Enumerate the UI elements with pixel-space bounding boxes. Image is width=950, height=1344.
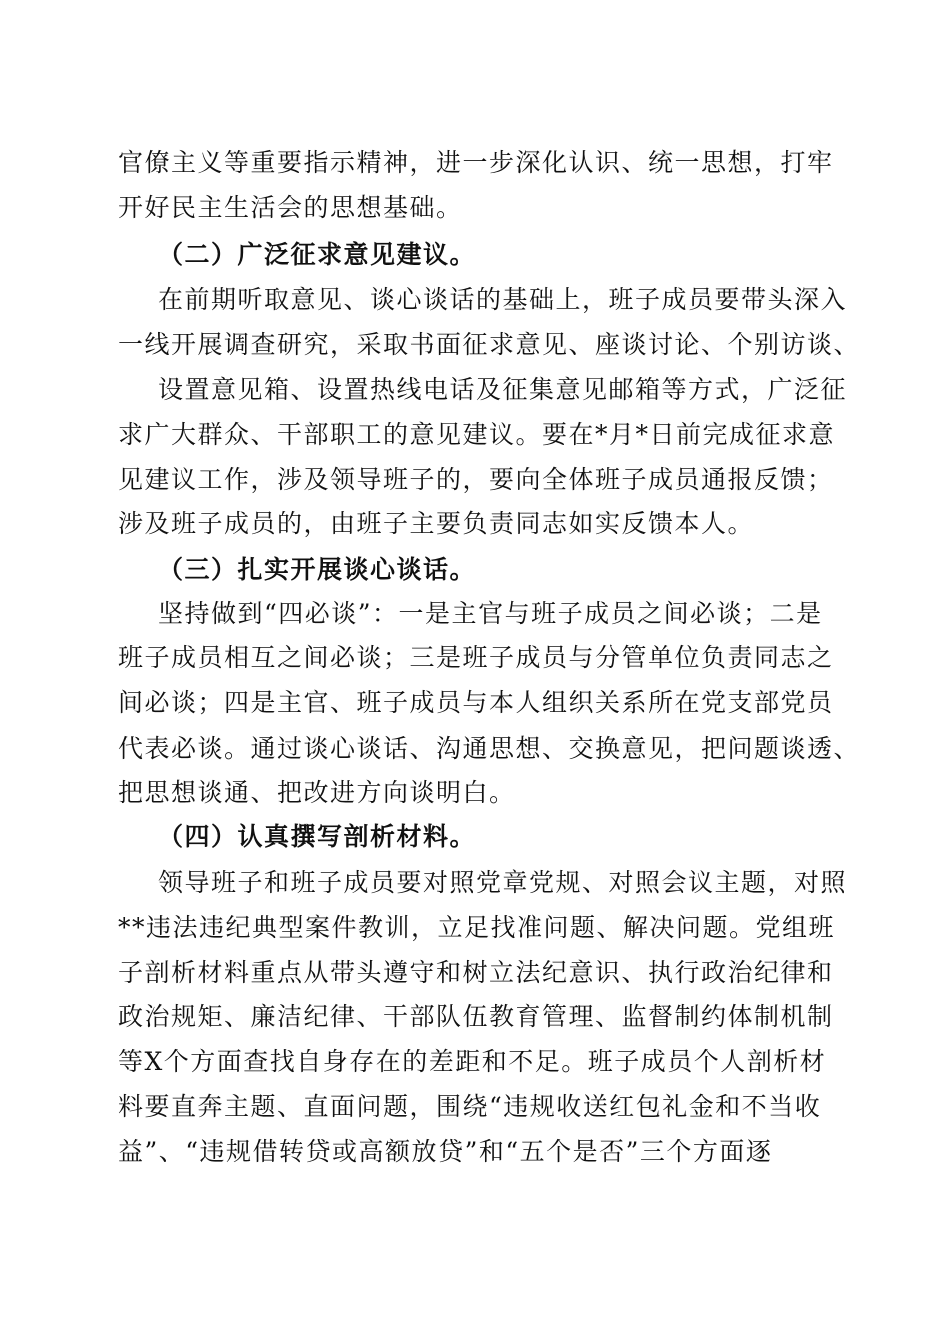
body-text-line: 等X个方面查找自身存在的差距和不足。班子成员个人剖析材 bbox=[118, 1047, 827, 1076]
section-heading-3: （三）扎实开展谈心谈话。 bbox=[158, 555, 477, 584]
body-text-line: 求广大群众、干部职工的意见建议。要在*月*日前完成征求意 bbox=[118, 420, 836, 449]
body-text-line: **违法违纪典型案件教训，立足找准问题、解决问题。党组班 bbox=[118, 913, 836, 942]
body-text-line: 在前期听取意见、谈心谈话的基础上，班子成员要带头深入 bbox=[158, 285, 848, 314]
body-text-line: 益”、“违规借转贷或高额放贷”和“五个是否”三个方面逐 bbox=[118, 1137, 773, 1166]
body-text-line: 官僚主义等重要指示精神，进一步深化认识、统一思想，打牢 bbox=[118, 148, 834, 177]
body-text-line: 领导班子和班子成员要对照党章党规、对照会议主题，对照 bbox=[158, 868, 848, 897]
body-text-line: 坚持做到“四必谈”：一是主官与班子成员之间必谈；二是 bbox=[158, 599, 823, 628]
body-text-line: 料要直奔主题、直面问题，围绕“违规收送红包礼金和不当收 bbox=[118, 1092, 822, 1121]
section-heading-4: （四）认真撰写剖析材料。 bbox=[158, 822, 477, 851]
body-text-line: 班子成员相互之间必谈；三是班子成员与分管单位负责同志之 bbox=[118, 643, 834, 672]
section-heading-2: （二）广泛征求意见建议。 bbox=[158, 240, 477, 269]
body-text-line: 开好民主生活会的思想基础。 bbox=[118, 193, 463, 222]
body-text-line: 涉及班子成员的，由班子主要负责同志如实反馈本人。 bbox=[118, 509, 755, 538]
body-text-line: 代表必谈。通过谈心谈话、沟通思想、交换意见，把问题谈透、 bbox=[118, 734, 861, 763]
body-text-line: 设置意见箱、设置热线电话及征集意见邮箱等方式，广泛征 bbox=[158, 375, 848, 404]
body-text-line: 把思想谈通、把改进方向谈明白。 bbox=[118, 778, 516, 807]
body-text-line: 见建议工作，涉及领导班子的，要向全体班子成员通报反馈； bbox=[118, 465, 834, 494]
body-text-line: 子剖析材料重点从带头遵守和树立法纪意识、执行政治纪律和 bbox=[118, 958, 834, 987]
body-text-line: 间必谈；四是主官、班子成员与本人组织关系所在党支部党员 bbox=[118, 688, 834, 717]
body-text-line: 政治规矩、廉洁纪律、干部队伍教育管理、监督制约体制机制 bbox=[118, 1002, 834, 1031]
body-text-line: 一线开展调查研究，采取书面征求意见、座谈讨论、个别访谈、 bbox=[118, 330, 861, 359]
